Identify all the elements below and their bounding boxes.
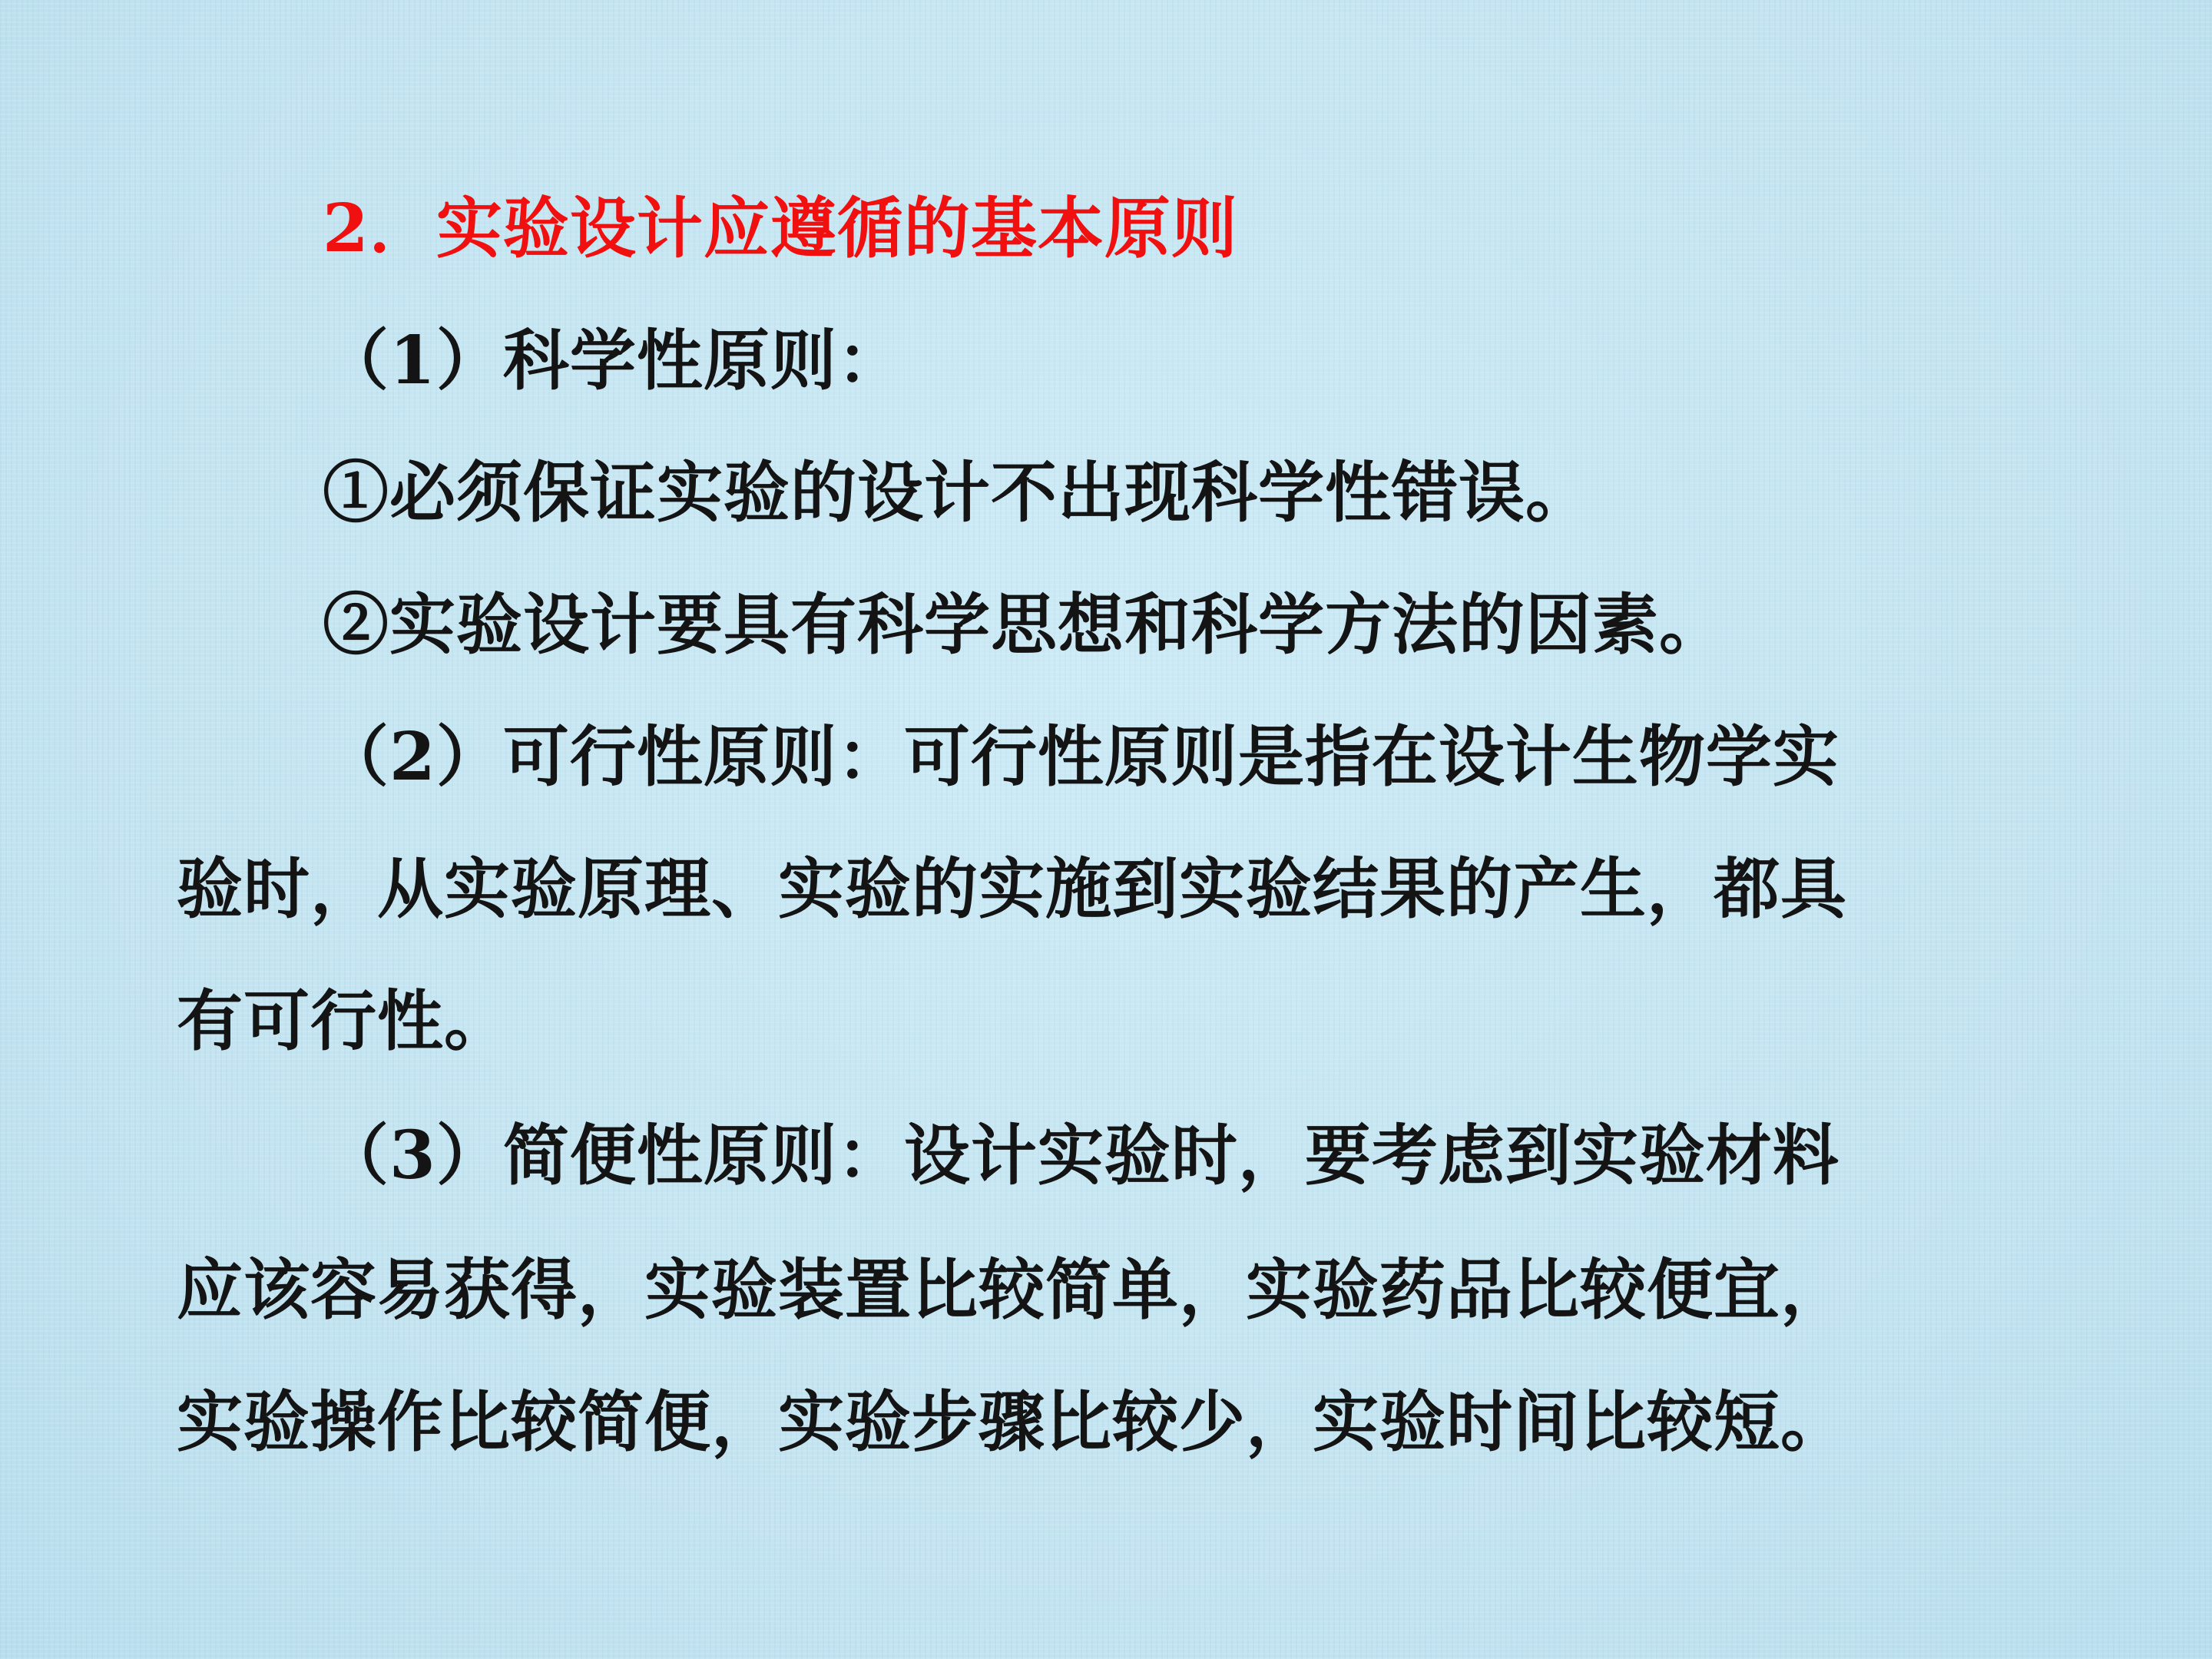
principle-1-title: （1）科学性原则：: [323, 322, 904, 399]
principle-2-line-3: 有可行性。: [177, 982, 511, 1060]
principle-3-line-1: （3）简便性原则：设计实验时，要考虑到实验材料: [323, 1117, 1839, 1194]
principle-3-line-3: 实验操作比较简便，实验步骤比较少，实验时间比较短。: [177, 1383, 1847, 1461]
principle-1-item-1: ①必须保证实验的设计不出现科学性错误。: [323, 454, 1592, 531]
principle-2-line-2: 验时，从实验原理、实验的实施到实验结果的产生，都具: [177, 850, 1847, 928]
principle-2-line-1: （2）可行性原则：可行性原则是指在设计生物学实: [323, 718, 1839, 796]
principle-3-line-2: 应该容易获得，实验装置比较简单，实验药品比较便宜，: [177, 1251, 1847, 1329]
principle-1-item-2: ②实验设计要具有科学思想和科学方法的因素。: [323, 586, 1726, 664]
slide-heading: 2．实验设计应遵循的基本原则: [323, 190, 1238, 267]
